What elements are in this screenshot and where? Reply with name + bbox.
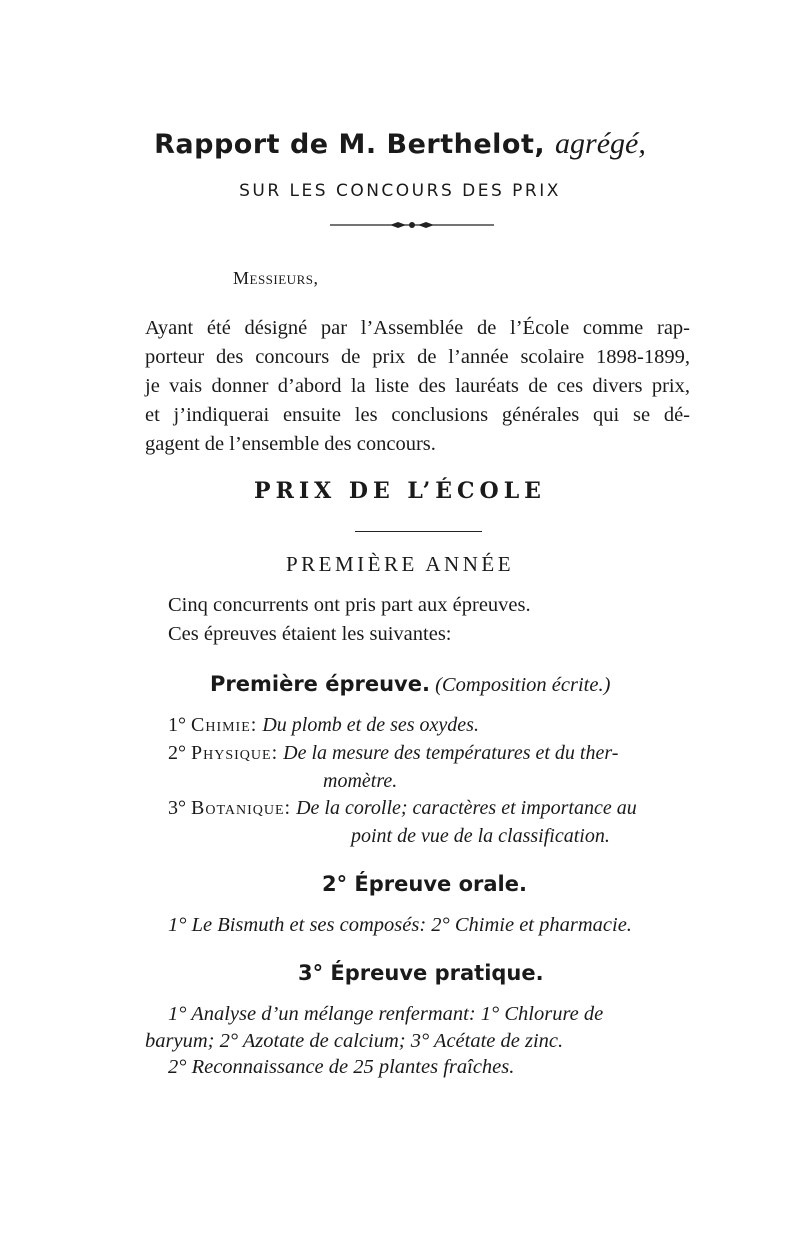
epreuve1-heading-row	[210, 672, 610, 697]
epreuve1-item-3	[168, 797, 637, 820]
epreuve3-line-2: baryum; 2° Azotate de calcium; 3° Acétate de zinc.	[145, 1030, 564, 1052]
epreuve1-item-3-cont	[351, 825, 610, 848]
paragraph-line: je vais donner d’abord la liste des lauréats de ces divers prix,	[145, 375, 690, 397]
paragraph-line: porteur des concours de prix de l’année scolaire 1898-1899,	[145, 346, 690, 368]
item-topic: Du plomb et de ses oxydes.	[262, 714, 479, 736]
epreuve1-item-1	[168, 714, 479, 737]
item-number: 2°	[168, 742, 186, 764]
item-subject: Chimie:	[191, 714, 258, 736]
ornament-divider	[330, 216, 494, 232]
intro-line-2: Ces épreuves étaient les suivantes:	[168, 623, 452, 645]
item-topic-continuation: point de vue de la classification.	[351, 825, 610, 847]
epreuve1-heading: Première épreuve.	[210, 672, 430, 696]
epreuve3-line-1: 1° Analyse d’un mélange renfermant: 1° Chlorure de	[168, 1003, 604, 1025]
paragraph-line: gagent de l’ensemble des concours.	[145, 433, 436, 455]
epreuve3-heading: 3° Épreuve pratique.	[298, 961, 544, 985]
epreuve1-item-2	[168, 742, 618, 765]
report-subtitle: SUR LES CONCOURS DES PRIX	[239, 181, 561, 201]
year-heading: PREMIÈRE ANNÉE	[285, 552, 515, 576]
item-subject: Physique:	[191, 742, 279, 764]
report-title	[0, 127, 800, 161]
epreuve1-subheading: (Composition écrite.)	[435, 674, 611, 696]
salutation: Messieurs,	[233, 268, 319, 288]
report-title-main: Rapport de M. Berthelot,	[154, 129, 546, 160]
section-title: PRIX DE L’ÉCOLE	[254, 478, 546, 504]
epreuve3-line-3: 2° Reconnaissance de 25 plantes fraîches.	[168, 1056, 515, 1078]
epreuve1-item-2-cont	[323, 770, 397, 793]
item-topic: De la mesure des températures et du ther-	[283, 742, 619, 764]
intro-line-1: Cinq concurrents ont pris part aux épreuves.	[168, 594, 531, 616]
paragraph-line: Ayant été désigné par l’Assemblée de l’École comme rap-	[145, 317, 690, 339]
epreuve2-line: 1° Le Bismuth et ses composés: 2° Chimie et pharmacie.	[168, 914, 632, 936]
item-subject: Botanique:	[191, 797, 292, 819]
report-title-italic: agrégé,	[555, 127, 646, 160]
section-rule	[355, 531, 482, 532]
epreuve2-heading: 2° Épreuve orale.	[322, 872, 527, 896]
item-topic: De la corolle; caractères et importance au	[296, 797, 637, 819]
intro-paragraph	[145, 314, 690, 459]
item-number: 1°	[168, 714, 186, 736]
item-topic-continuation: momètre.	[323, 770, 398, 792]
paragraph-line: et j’indiquerai ensuite les conclusions générales qui se dé-	[145, 404, 690, 426]
item-number: 3°	[168, 797, 186, 819]
